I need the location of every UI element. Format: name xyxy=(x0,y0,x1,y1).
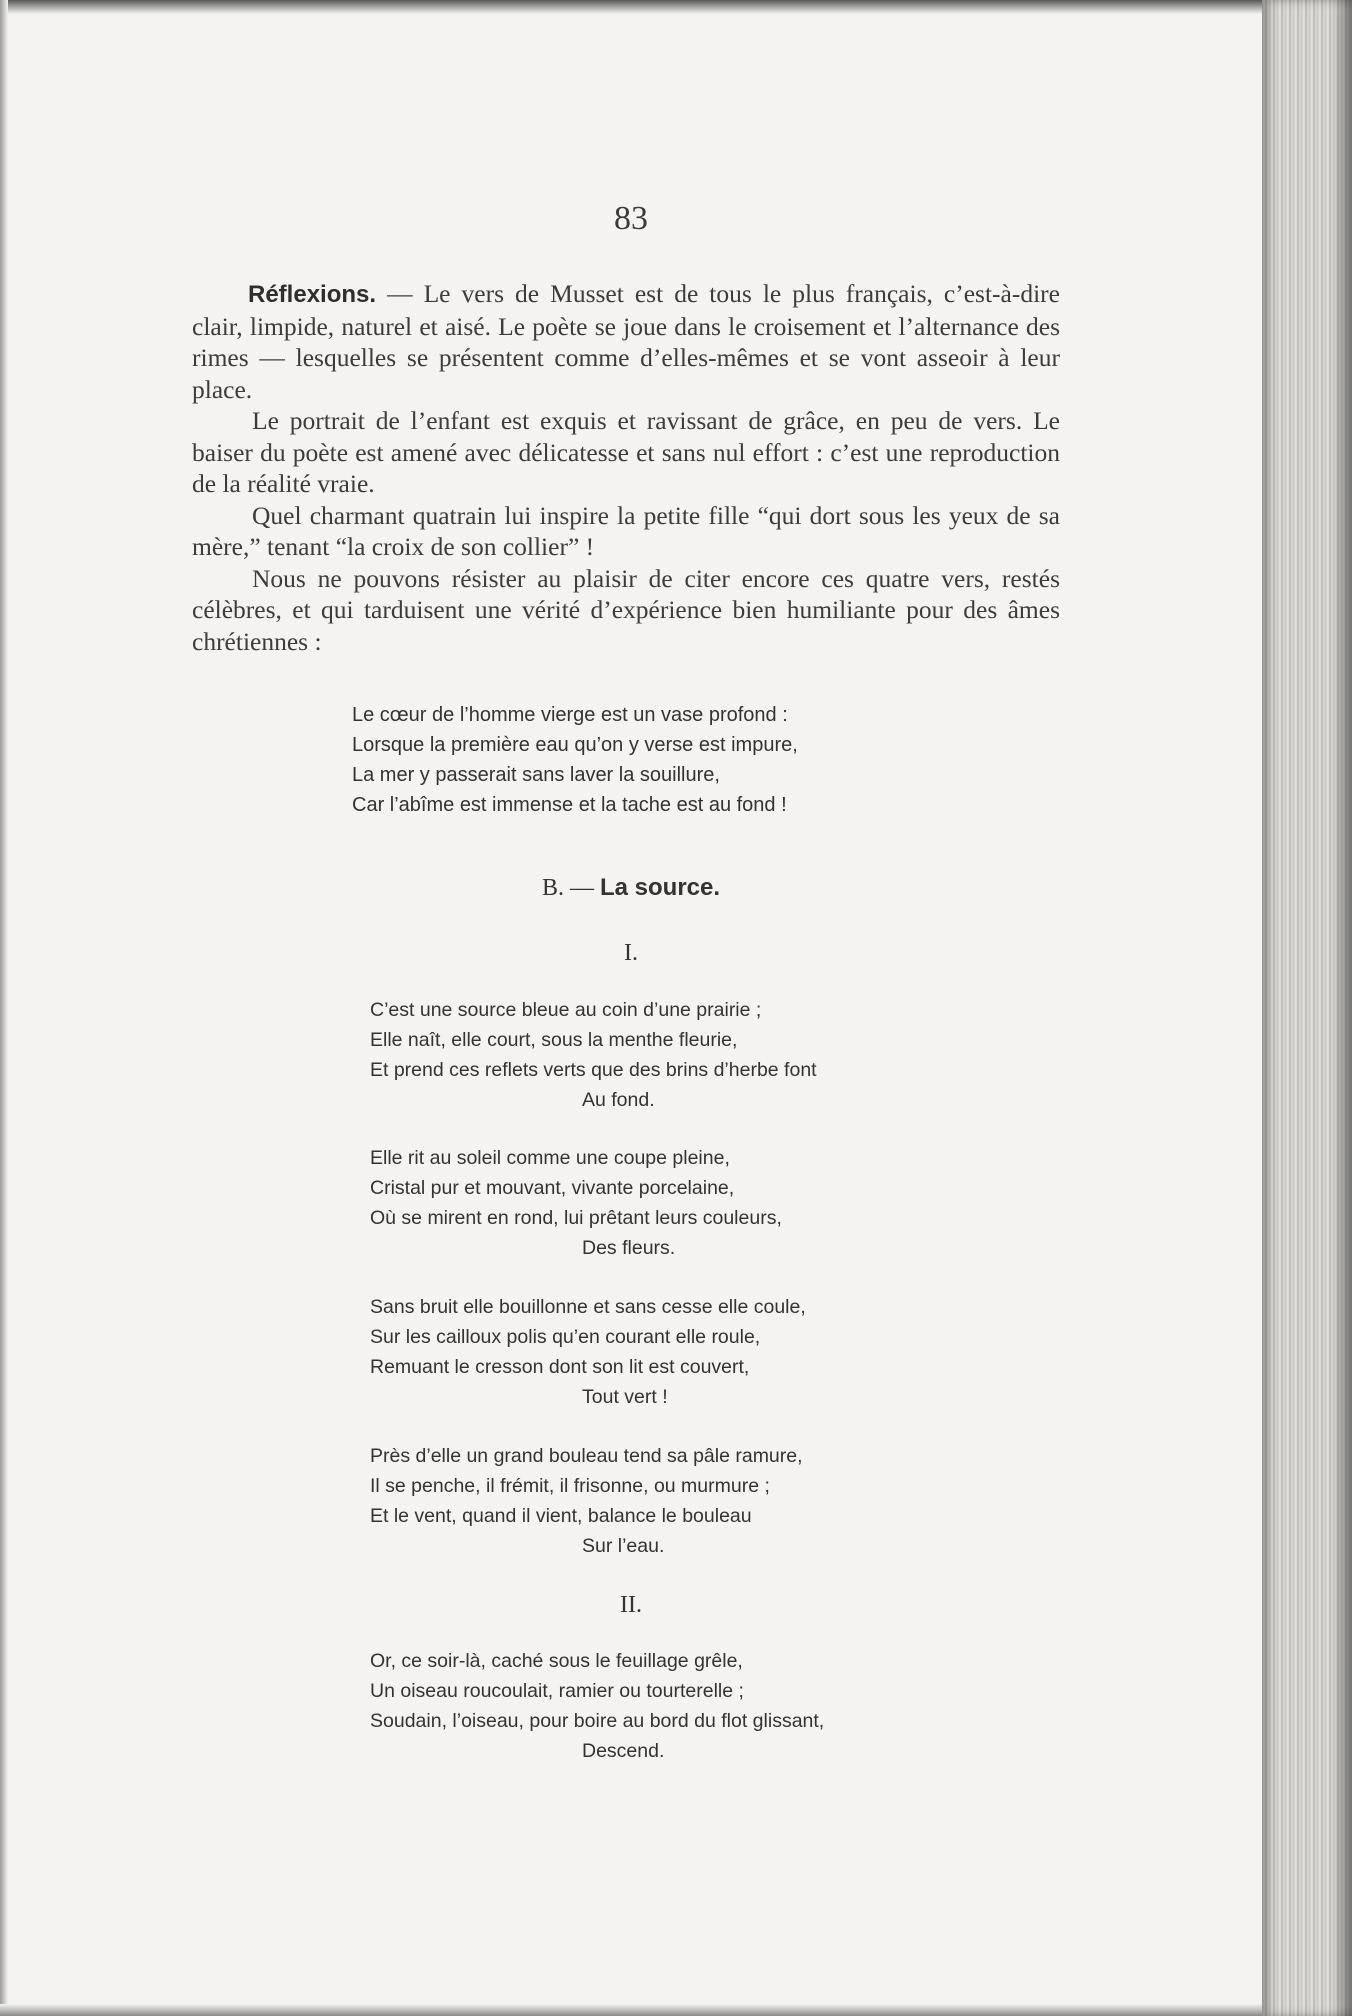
verse-line: Soudain, l’oiseau, pour boire au bord du flot glissant, xyxy=(370,1710,825,1732)
verse-line: Car l’abîme est immense et la tache est au fond ! xyxy=(352,794,787,816)
paragraph-text: — Le vers de Musset est de tous le plus français, c’est-à-dire clair, limpide, naturel et aisé. Le poète se joue dans le croisement et l’alternance des rimes — lesquelles se présentent comme d’elles-mêmes et se vont asseoir à leur place. xyxy=(192,279,1060,404)
quoted-verse xyxy=(352,700,798,820)
verse-line: Et le vent, quand il vient, balance le bouleau xyxy=(370,1505,752,1527)
paragraph-lead: Réflexions. xyxy=(248,281,377,308)
verse-line: Où se mirent en rond, lui prêtant leurs couleurs, xyxy=(370,1207,782,1229)
verse-refrain: Des fleurs. xyxy=(582,1237,676,1259)
verse-line: Elle rit au soleil comme une coupe pleine, xyxy=(370,1147,730,1169)
scan-bottom-shadow xyxy=(0,2004,1262,2016)
stanza xyxy=(370,995,817,1115)
section-name: La source. xyxy=(599,874,721,901)
part-numeral: II. xyxy=(620,1592,642,1618)
verse-refrain: Tout vert ! xyxy=(582,1386,668,1408)
book-page-edges xyxy=(1262,0,1352,2016)
stanza xyxy=(370,1292,806,1412)
verse-line: Un oiseau roucoulait, ramier ou tourterelle ; xyxy=(370,1680,744,1702)
part-numeral: I. xyxy=(624,940,638,966)
scan-left-shadow xyxy=(0,0,8,2016)
stanza xyxy=(370,1143,782,1263)
verse-line: Le cœur de l’homme vierge est un vase profond : xyxy=(352,704,788,726)
page-number: 83 xyxy=(614,200,648,237)
verse-line: Remuant le cresson dont son lit est couvert, xyxy=(370,1356,750,1378)
stanza xyxy=(370,1646,824,1766)
scan-top-shadow xyxy=(0,0,1262,14)
paragraph: Nous ne pouvons résister au plaisir de citer encore ces quatre vers, restés célèbres, et qui tarduisent une vérité d’expérience bien humiliante pour des âmes chrétiennes : xyxy=(192,563,1060,656)
reflexions-text xyxy=(192,278,1060,657)
verse-line: Sur les cailloux polis qu’en courant elle roule, xyxy=(370,1326,761,1348)
stanza xyxy=(370,1441,803,1561)
verse-refrain: Sur l’eau. xyxy=(582,1535,665,1557)
paragraph: Le portrait de l’enfant est exquis et ravissant de grâce, en peu de vers. Le baiser du poète est amené avec délicatesse et sans nul effort : c’est une reproduction de la réalité vraie. xyxy=(192,406,1060,498)
verse-line: Cristal pur et mouvant, vivante porcelaine, xyxy=(370,1177,735,1199)
paragraph xyxy=(192,278,1060,405)
verse-line: Il se penche, il frémit, il frisonne, ou murmure ; xyxy=(370,1475,770,1497)
verse-line: C’est une source bleue au coin d’une prairie ; xyxy=(370,999,762,1021)
section-prefix: B. — xyxy=(541,875,594,901)
verse-line: Et prend ces reflets verts que des brins d’herbe font xyxy=(370,1059,817,1081)
verse-line: Près d’elle un grand bouleau tend sa pâle ramure, xyxy=(370,1445,803,1467)
verse-line: La mer y passerait sans laver la souillure, xyxy=(352,764,720,786)
verse-line: Or, ce soir-là, caché sous le feuillage grêle, xyxy=(370,1650,743,1672)
verse-line: Lorsque la première eau qu’on y verse est impure, xyxy=(352,734,798,756)
verse-refrain: Descend. xyxy=(582,1740,665,1762)
paragraph: Quel charmant quatrain lui inspire la petite fille “qui dort sous les yeux de sa mère,” tenant “la croix de son collier” ! xyxy=(192,500,1060,561)
verse-line: Elle naît, elle court, sous la menthe fleurie, xyxy=(370,1029,738,1051)
verse-refrain: Au fond. xyxy=(582,1089,655,1111)
verse-line: Sans bruit elle bouillonne et sans cesse elle coule, xyxy=(370,1296,806,1318)
section-title xyxy=(0,874,1262,902)
